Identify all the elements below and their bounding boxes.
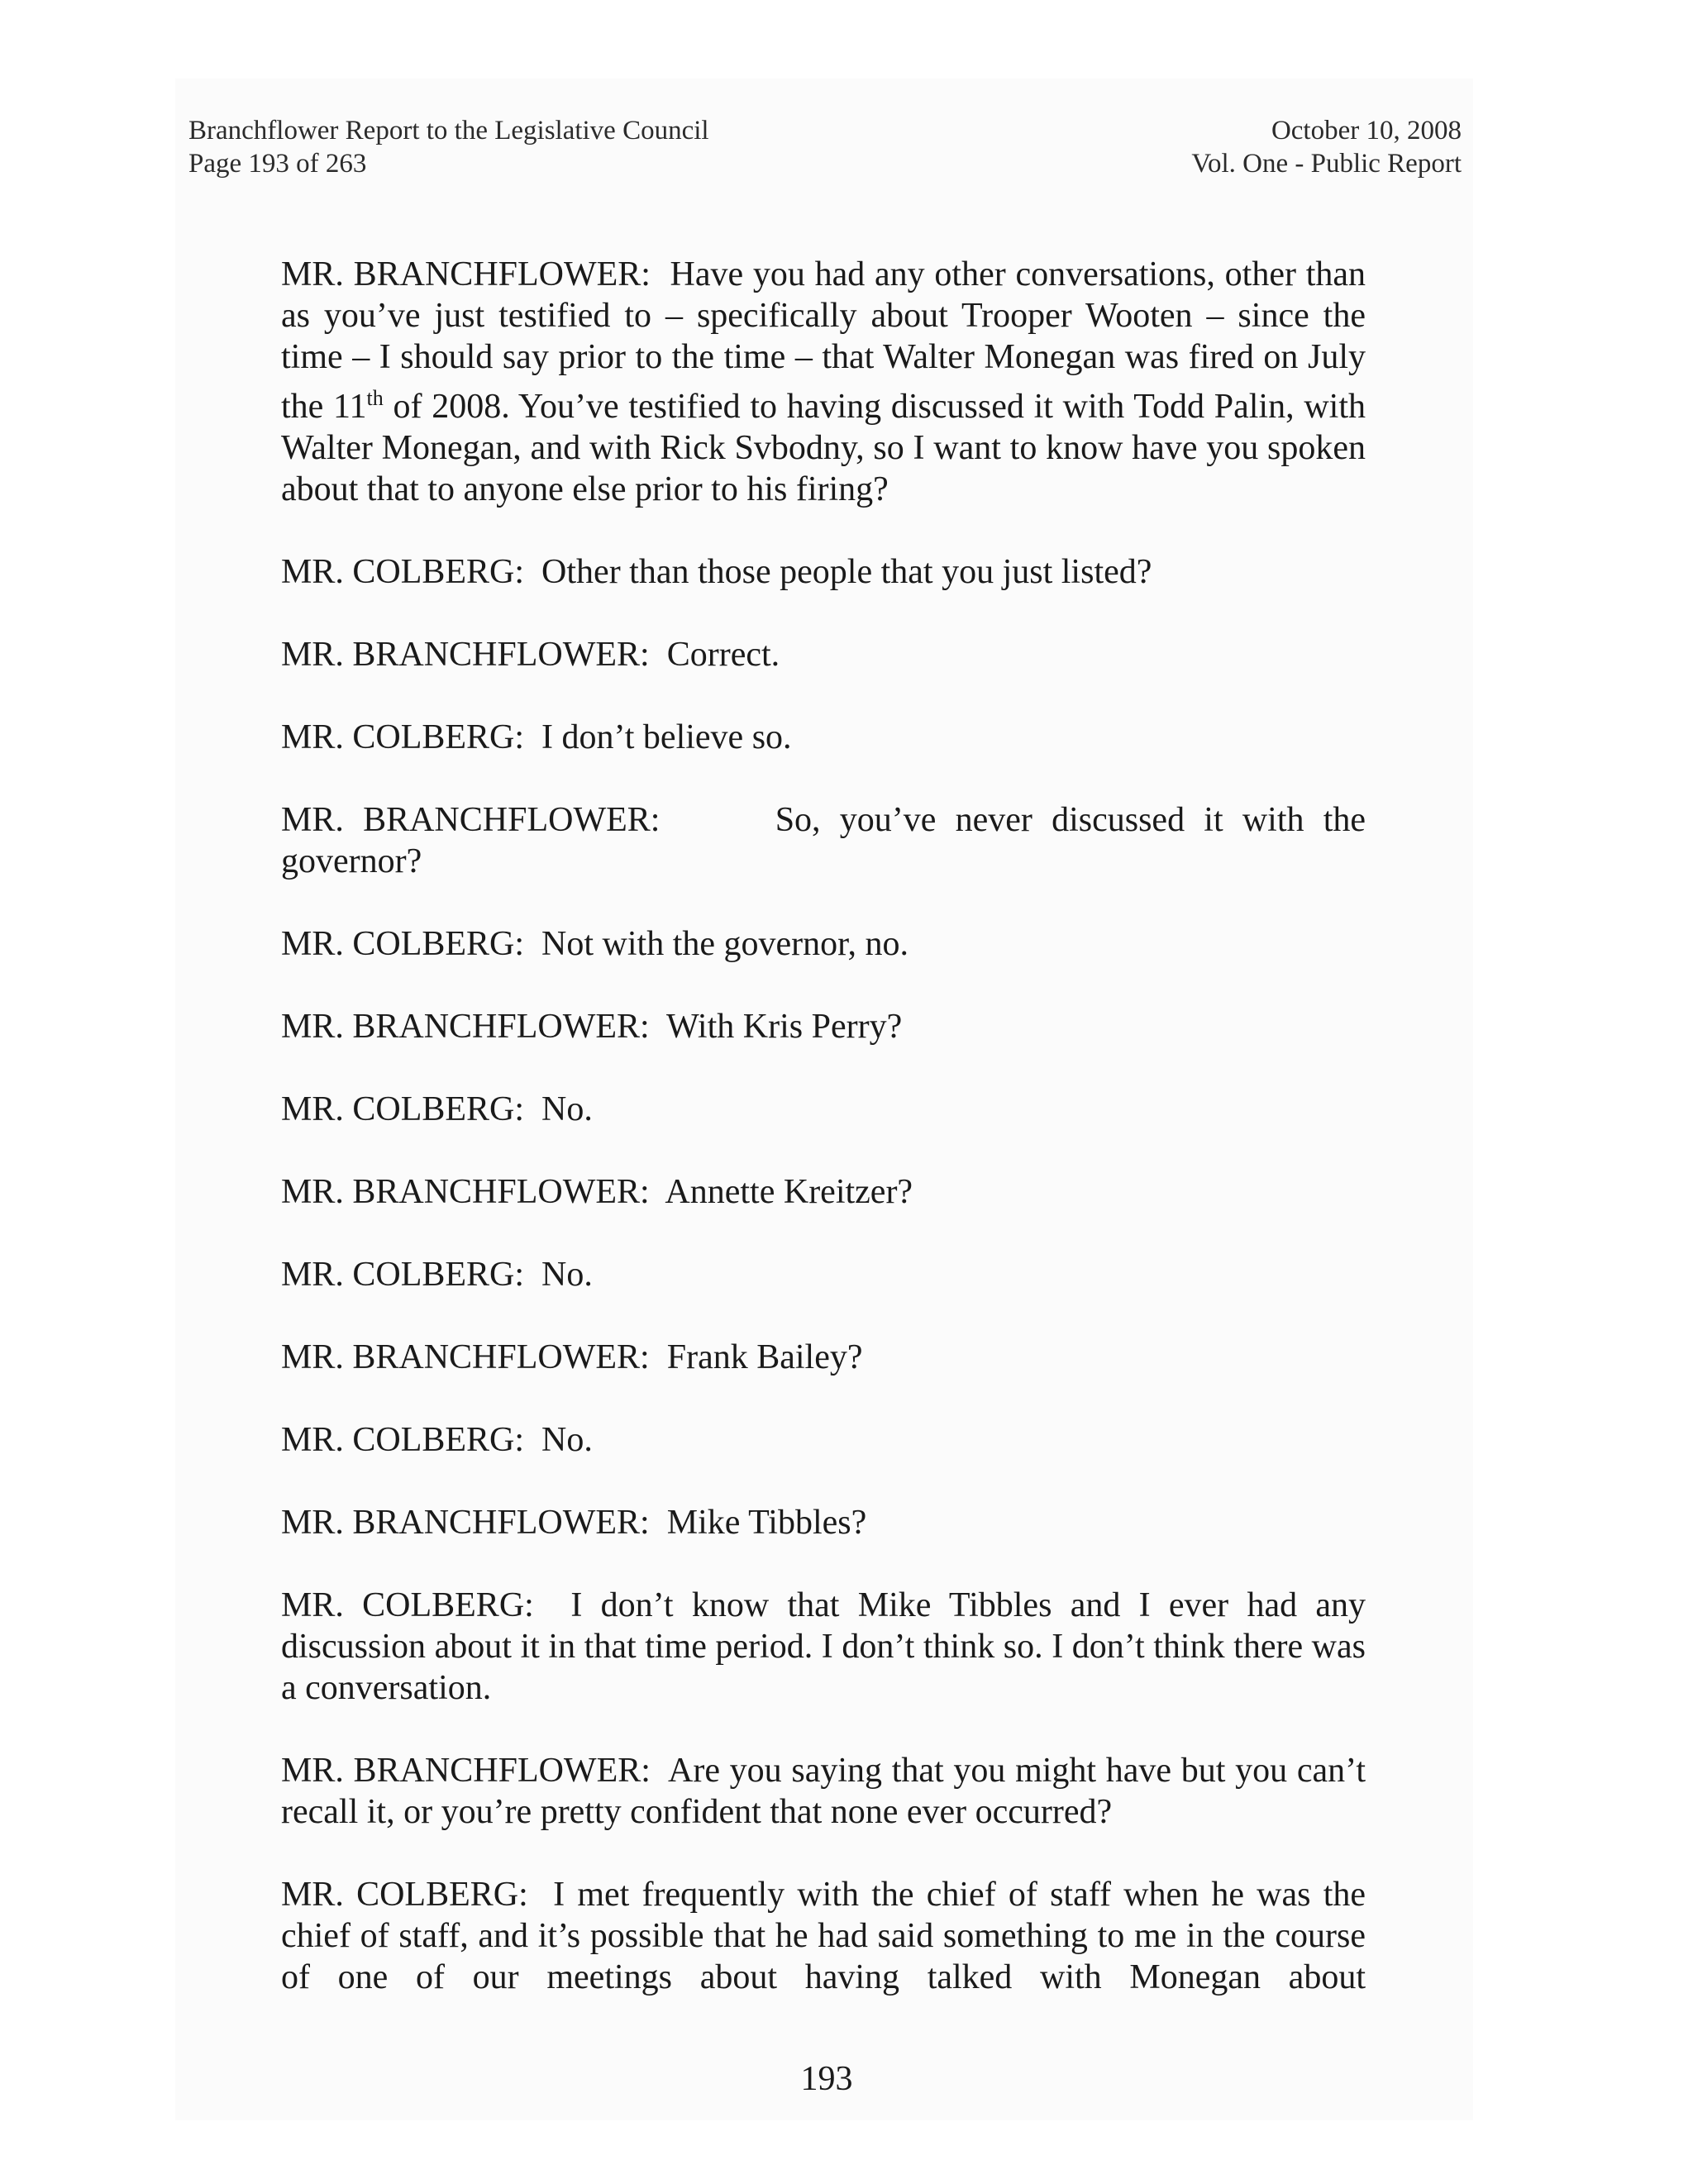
speaker-label: MR. BRANCHFLOWER: <box>281 1173 650 1211</box>
speaker-label: MR. COLBERG: <box>281 1256 525 1294</box>
transcript-paragraph <box>281 923 1366 965</box>
speaker-label: MR. BRANCHFLOWER: <box>281 1008 650 1046</box>
speaker-label: MR. COLBERG: <box>281 718 525 756</box>
header-left <box>188 114 709 180</box>
transcript-paragraph <box>281 717 1366 758</box>
paragraph-text: Correct. <box>666 636 780 674</box>
transcript-paragraph <box>281 1337 1366 1378</box>
paragraph-text: Not with the governor, no. <box>541 925 908 963</box>
transcript-paragraph <box>281 1419 1366 1461</box>
header-right <box>1191 114 1462 180</box>
transcript-body <box>281 254 1366 2039</box>
transcript-paragraph <box>281 799 1366 882</box>
speaker-label: MR. BRANCHFLOWER: <box>281 636 650 674</box>
speaker-label: MR. BRANCHFLOWER: <box>281 801 661 839</box>
ordinal-suffix: th <box>366 386 384 410</box>
transcript-paragraph <box>281 1502 1366 1543</box>
report-volume: Vol. One - Public Report <box>1191 149 1462 179</box>
transcript-paragraph <box>281 1006 1366 1047</box>
transcript-paragraph <box>281 1585 1366 1709</box>
paragraph-text: So, you’ve never discussed it with the governor? <box>281 801 1366 880</box>
speaker-label: MR. COLBERG: <box>281 1876 528 1914</box>
paragraph-text: No. <box>541 1421 593 1459</box>
report-title: Branchflower Report to the Legislative Council <box>188 116 709 145</box>
paragraph-text: of 2008. You’ve testified to having discussed it with Todd Palin, with Walter Monegan, and with Rick Svbodny, so I want to know have you spoken about that to anyone else prior to his firing? <box>281 388 1366 508</box>
transcript-paragraph <box>281 1254 1366 1295</box>
transcript-paragraph <box>281 551 1366 593</box>
speaker-label: MR. BRANCHFLOWER: <box>281 255 651 293</box>
transcript-paragraph <box>281 1171 1366 1213</box>
speaker-label: MR. COLBERG: <box>281 553 525 591</box>
page-count: Page 193 of 263 <box>188 149 367 179</box>
transcript-paragraph <box>281 1874 1366 1998</box>
speaker-label: MR. COLBERG: <box>281 1090 525 1128</box>
paragraph-text: With Kris Perry? <box>665 1008 903 1046</box>
speaker-label: MR. BRANCHFLOWER: <box>281 1752 651 1790</box>
paragraph-text: Mike Tibbles? <box>666 1504 867 1542</box>
report-date: October 10, 2008 <box>1271 116 1462 145</box>
paragraph-text: No. <box>541 1090 593 1128</box>
paragraph-text: Have you had any other conversations, other than as you’ve just testified to – specifically about Trooper Wooten – since the time – I should say prior to the time – that Walter Monegan was fired on July the 11 <box>281 255 1366 426</box>
paragraph-text: I met frequently with the chief of staff when he was the chief of staff, and it’s possible that he had said something to me in the course of one of our meetings about having talked with Monegan about <box>281 1876 1366 1996</box>
paragraph-text: I don’t know that Mike Tibbles and I ever had any discussion about it in that time period. I don’t think so. I don’t think there was a conversation. <box>281 1586 1366 1707</box>
speaker-label: MR. COLBERG: <box>281 1586 534 1624</box>
paragraph-text: I don’t believe so. <box>541 718 792 756</box>
paragraph-text: Frank Bailey? <box>666 1338 863 1376</box>
transcript-paragraph <box>281 1750 1366 1833</box>
speaker-label: MR. COLBERG: <box>281 925 525 963</box>
transcript-paragraph <box>281 1089 1366 1130</box>
paragraph-text: Other than those people that you just listed? <box>541 553 1152 591</box>
speaker-label: MR. COLBERG: <box>281 1421 525 1459</box>
transcript-paragraph <box>281 254 1366 510</box>
transcript-paragraph <box>281 634 1366 675</box>
speaker-label: MR. BRANCHFLOWER: <box>281 1338 650 1376</box>
page-number: 193 <box>800 2060 853 2098</box>
paragraph-text: No. <box>541 1256 593 1294</box>
speaker-label: MR. BRANCHFLOWER: <box>281 1504 650 1542</box>
paragraph-text: Are you saying that you might have but you can’t recall it, or you’re pretty confident that none ever occurred? <box>281 1752 1366 1831</box>
paragraph-text: Annette Kreitzer? <box>665 1173 913 1211</box>
